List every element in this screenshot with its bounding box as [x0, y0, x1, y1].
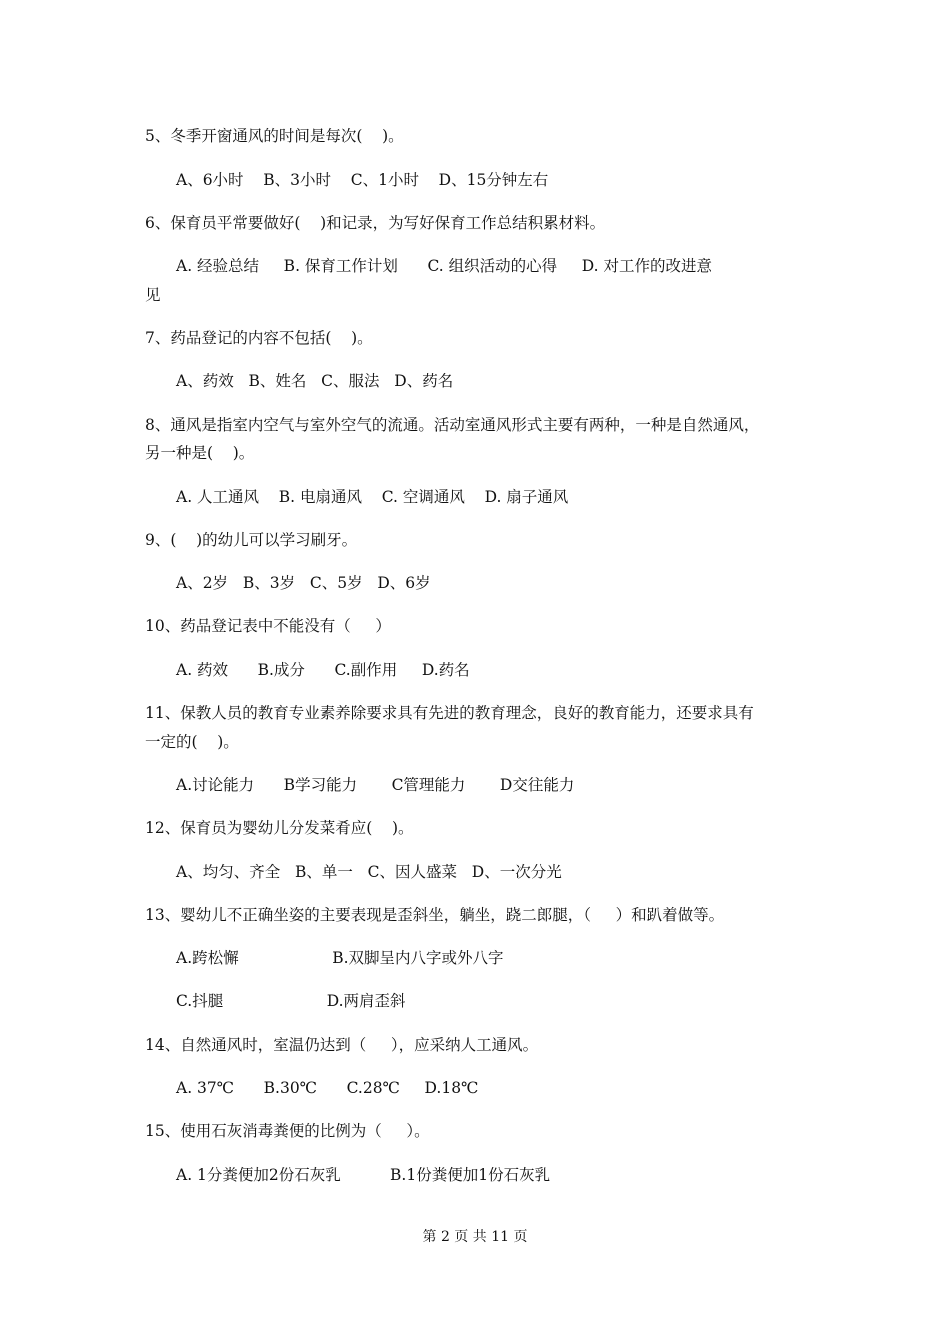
question-11-stem: 11、保教人员的教育专业素养除要求具有先进的教育理念，良好的教育能力，还要求具有 [145, 704, 754, 722]
question-13-stem: 13、婴幼儿不正确坐姿的主要表现是歪斜坐，躺坐，跷二郎腿，（ ）和趴着做等。 [145, 906, 725, 924]
question-8-options: A. 人工通风 B. 电扇通风 C. 空调通风 D. 扇子通风 [176, 488, 569, 506]
question-15-options: A. 1分粪便加2份石灰乳 B.1份粪便加1份石灰乳 [176, 1166, 551, 1184]
question-7-stem: 7、药品登记的内容不包括( )。 [145, 329, 373, 347]
question-10-options: A. 药效 B.成分 C.副作用 D.药名 [176, 661, 470, 679]
question-5-stem: 5、冬季开窗通风的时间是每次( )。 [145, 127, 404, 145]
question-7-options: A、药效 B、姓名 C、服法 D、药名 [176, 372, 454, 390]
question-14-options: A. 37℃ B.30℃ C.28℃ D.18℃ [176, 1079, 479, 1097]
question-8-stem-continued: 另一种是( )。 [145, 444, 255, 462]
question-13-options-row-2: C.抖腿 D.两肩歪斜 [176, 992, 406, 1010]
question-12-options: A、均匀、齐全 B、单一 C、因人盛菜 D、一次分光 [176, 863, 562, 881]
question-14-stem: 14、自然通风时，室温仍达到（ ），应采纳人工通风。 [145, 1036, 539, 1054]
question-15-stem: 15、使用石灰消毒粪便的比例为（ ）。 [145, 1122, 430, 1140]
question-11-stem-continued: 一定的( )。 [145, 733, 239, 751]
question-6-options-continued: 见 [145, 286, 161, 304]
page-footer: 第 2 页 共 11 页 [422, 1229, 528, 1245]
question-8-stem: 8、通风是指室内空气与室外空气的流通。活动室通风形式主要有两种，一种是自然通风， [145, 416, 760, 434]
question-10-stem: 10、药品登记表中不能没有（ ） [145, 617, 391, 635]
question-9-options: A、2岁 B、3岁 C、5岁 D、6岁 [176, 574, 431, 592]
question-11-options: A.讨论能力 B学习能力 C管理能力 D交往能力 [176, 776, 575, 794]
question-6-options: A. 经验总结 B. 保育工作计划 C. 组织活动的心得 D. 对工作的改进意 [176, 257, 713, 275]
question-9-stem: 9、( )的幼儿可以学习刷牙。 [145, 531, 358, 549]
question-12-stem: 12、保育员为婴幼儿分发菜肴应( )。 [145, 819, 414, 837]
question-5-options: A、6小时 B、3小时 C、1小时 D、15分钟左右 [176, 171, 549, 189]
question-6-stem: 6、保育员平常要做好( )和记录，为写好保育工作总结积累材料。 [145, 214, 606, 232]
question-13-options-row-1: A.跨松懈 B.双脚呈内八字或外八字 [176, 949, 504, 967]
